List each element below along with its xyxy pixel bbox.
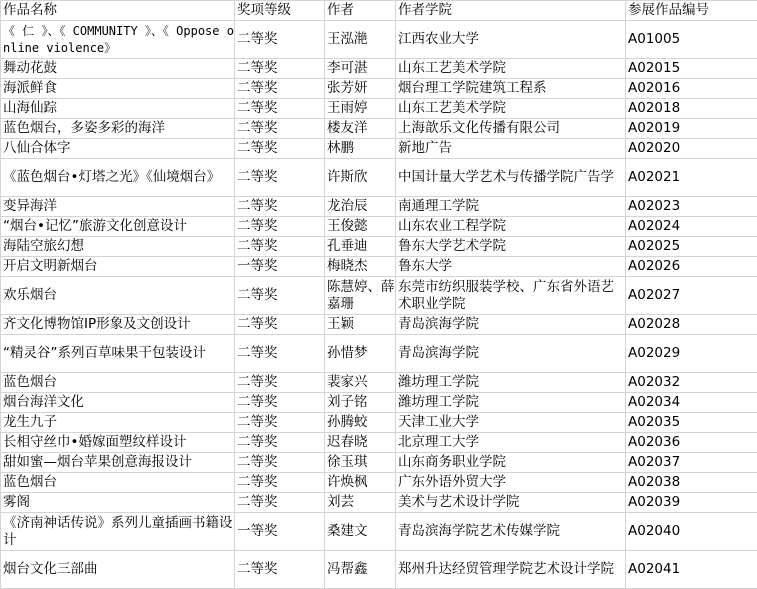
work-title-cell: 甜如蜜—烟台苹果创意海报设计 [1, 453, 235, 473]
author-school-cell: 鲁东大学 [396, 257, 626, 277]
work-id-cell: A02024 [626, 217, 757, 237]
work-id-cell: A02035 [626, 413, 757, 433]
author-school-cell: 江西农业大学 [396, 21, 626, 59]
work-title-cell: 变异海洋 [1, 197, 235, 217]
author-cell: 王雨婷 [325, 99, 396, 119]
table-row [1, 393, 757, 413]
header-work-id: 参展作品编号 [626, 1, 757, 21]
work-id-cell: A02027 [626, 277, 757, 315]
author-school-cell: 东莞市纺织服装学校、广东省外语艺术职业学院 [396, 277, 626, 315]
table-row [1, 551, 757, 589]
work-id-cell: A02025 [626, 237, 757, 257]
author-cell: 孔垂迪 [325, 237, 396, 257]
author-cell: 梅晓杰 [325, 257, 396, 277]
award-level-cell: 二等奖 [235, 393, 325, 413]
award-level-cell: 二等奖 [235, 373, 325, 393]
award-level-cell: 一等奖 [235, 513, 325, 551]
work-title-cell: 欢乐烟台 [1, 277, 235, 315]
author-school-cell: 北京理工大学 [396, 433, 626, 453]
work-title-cell: 海派鲜食 [1, 79, 235, 99]
work-title-cell: 蓝色烟台，多姿多彩的海洋 [1, 119, 235, 139]
award-level-cell: 二等奖 [235, 59, 325, 79]
award-level-cell: 二等奖 [235, 99, 325, 119]
work-id-cell: A02023 [626, 197, 757, 217]
author-cell: 冯帮鑫 [325, 551, 396, 589]
author-cell: 刘芸 [325, 493, 396, 513]
work-id-cell: A02018 [626, 99, 757, 119]
author-school-cell: 南通理工学院 [396, 197, 626, 217]
work-id-cell: A02038 [626, 473, 757, 493]
work-title-cell: 八仙合体字 [1, 139, 235, 159]
table-row [1, 99, 757, 119]
work-title-cell: 山海仙踪 [1, 99, 235, 119]
work-title-cell: 《济南神话传说》系列儿童插画书籍设计 [1, 513, 235, 551]
award-level-cell: 二等奖 [235, 237, 325, 257]
table-row [1, 237, 757, 257]
table-row [1, 139, 757, 159]
work-title-cell: 齐文化博物馆IP形象及文创设计 [1, 315, 235, 335]
author-cell: 林鹏 [325, 139, 396, 159]
table-row [1, 315, 757, 335]
work-id-cell: A02036 [626, 433, 757, 453]
work-id-cell: A02026 [626, 257, 757, 277]
author-cell: 孙惜梦 [325, 335, 396, 373]
work-title-cell: 开启文明新烟台 [1, 257, 235, 277]
author-school-cell: 山东工艺美术学院 [396, 59, 626, 79]
award-level-cell: 二等奖 [235, 217, 325, 237]
author-cell: 刘子铭 [325, 393, 396, 413]
table-row [1, 197, 757, 217]
author-school-cell: 中国计量大学艺术与传播学院广告学 [396, 159, 626, 197]
work-title-cell: 蓝色烟台 [1, 373, 235, 393]
work-title-cell: 舞动花鼓 [1, 59, 235, 79]
work-id-cell: A02029 [626, 335, 757, 373]
work-id-cell: A02040 [626, 513, 757, 551]
author-school-cell: 上海歆乐文化传播有限公司 [396, 119, 626, 139]
author-cell: 裴家兴 [325, 373, 396, 393]
author-cell: 桑建文 [325, 513, 396, 551]
work-title-cell: 长相守丝巾•婚嫁面塑纹样设计 [1, 433, 235, 453]
work-id-cell: A02019 [626, 119, 757, 139]
author-school-cell: 鲁东大学艺术学院 [396, 237, 626, 257]
award-level-cell: 二等奖 [235, 453, 325, 473]
work-id-cell: A02016 [626, 79, 757, 99]
author-cell: 王颖 [325, 315, 396, 335]
author-cell: 徐玉琪 [325, 453, 396, 473]
award-level-cell: 二等奖 [235, 413, 325, 433]
table-row [1, 277, 757, 315]
header-award-level: 奖项等级 [235, 1, 325, 21]
table-row [1, 493, 757, 513]
work-title-cell: 蓝色烟台 [1, 473, 235, 493]
author-school-cell: 山东农业工程学院 [396, 217, 626, 237]
work-title-cell: 烟台海洋文化 [1, 393, 235, 413]
table-row [1, 159, 757, 197]
header-work-title: 作品名称 [1, 1, 235, 21]
table-row [1, 473, 757, 493]
work-title-cell: “烟台•记忆”旅游文化创意设计 [1, 217, 235, 237]
author-cell: 王俊懿 [325, 217, 396, 237]
table-row [1, 79, 757, 99]
award-level-cell: 二等奖 [235, 197, 325, 217]
header-row [1, 1, 757, 21]
author-school-cell: 潍坊理工学院 [396, 373, 626, 393]
author-school-cell: 山东商务职业学院 [396, 453, 626, 473]
table-row [1, 257, 757, 277]
author-school-cell: 青岛滨海学院 [396, 335, 626, 373]
work-id-cell: A02032 [626, 373, 757, 393]
award-level-cell: 二等奖 [235, 335, 325, 373]
author-school-cell: 烟台理工学院建筑工程系 [396, 79, 626, 99]
work-id-cell: A02020 [626, 139, 757, 159]
work-title-cell: 雾阁 [1, 493, 235, 513]
author-cell: 陈慧婷、薛嘉珊 [325, 277, 396, 315]
author-cell: 迟春晓 [325, 433, 396, 453]
work-title-cell: 《蓝色烟台•灯塔之光》《仙境烟台》 [1, 159, 235, 197]
award-level-cell: 二等奖 [235, 139, 325, 159]
award-level-cell: 二等奖 [235, 493, 325, 513]
author-cell: 许斯欣 [325, 159, 396, 197]
author-school-cell: 青岛滨海学院艺术传媒学院 [396, 513, 626, 551]
award-level-cell: 二等奖 [235, 79, 325, 99]
work-title-cell: 海陆空旅幻想 [1, 237, 235, 257]
work-title-cell: 《 仁 》、《 COMMUNITY 》、《 Oppose online violence》 [1, 21, 235, 59]
award-level-cell: 二等奖 [235, 159, 325, 197]
author-school-cell: 新地广告 [396, 139, 626, 159]
author-cell: 龙治辰 [325, 197, 396, 217]
work-id-cell: A02037 [626, 453, 757, 473]
author-cell: 王泓滟 [325, 21, 396, 59]
author-cell: 张芳妍 [325, 79, 396, 99]
author-cell: 孙腾蛟 [325, 413, 396, 433]
author-school-cell: 广东外语外贸大学 [396, 473, 626, 493]
table-row [1, 59, 757, 79]
award-level-cell: 二等奖 [235, 277, 325, 315]
table-row [1, 373, 757, 393]
award-level-cell: 二等奖 [235, 315, 325, 335]
work-id-cell: A02039 [626, 493, 757, 513]
work-id-cell: A02028 [626, 315, 757, 335]
award-level-cell: 一等奖 [235, 257, 325, 277]
author-school-cell: 美术与艺术设计学院 [396, 493, 626, 513]
table-row [1, 453, 757, 473]
award-level-cell: 二等奖 [235, 551, 325, 589]
table-row [1, 433, 757, 453]
author-cell: 许焕枫 [325, 473, 396, 493]
work-id-cell: A02034 [626, 393, 757, 413]
award-level-cell: 二等奖 [235, 119, 325, 139]
work-id-cell: A01005 [626, 21, 757, 59]
table-row [1, 335, 757, 373]
table-row [1, 413, 757, 433]
work-id-cell: A02041 [626, 551, 757, 589]
table-row [1, 21, 757, 59]
author-school-cell: 青岛滨海学院 [396, 315, 626, 335]
author-school-cell: 郑州升达经贸管理学院艺术设计学院 [396, 551, 626, 589]
author-cell: 楼友洋 [325, 119, 396, 139]
award-level-cell: 二等奖 [235, 473, 325, 493]
work-id-cell: A02021 [626, 159, 757, 197]
author-cell: 李可湛 [325, 59, 396, 79]
author-school-cell: 潍坊理工学院 [396, 393, 626, 413]
work-title-cell: “精灵谷”系列百草味果干包装设计 [1, 335, 235, 373]
work-title-cell: 烟台文化三部曲 [1, 551, 235, 589]
author-school-cell: 山东工艺美术学院 [396, 99, 626, 119]
table-row [1, 119, 757, 139]
award-level-cell: 二等奖 [235, 21, 325, 59]
header-author: 作者 [325, 1, 396, 21]
author-school-cell: 天津工业大学 [396, 413, 626, 433]
award-level-cell: 二等奖 [235, 433, 325, 453]
header-author-school: 作者学院 [396, 1, 626, 21]
work-title-cell: 龙生九子 [1, 413, 235, 433]
work-id-cell: A02015 [626, 59, 757, 79]
table-row [1, 513, 757, 551]
table-row [1, 217, 757, 237]
